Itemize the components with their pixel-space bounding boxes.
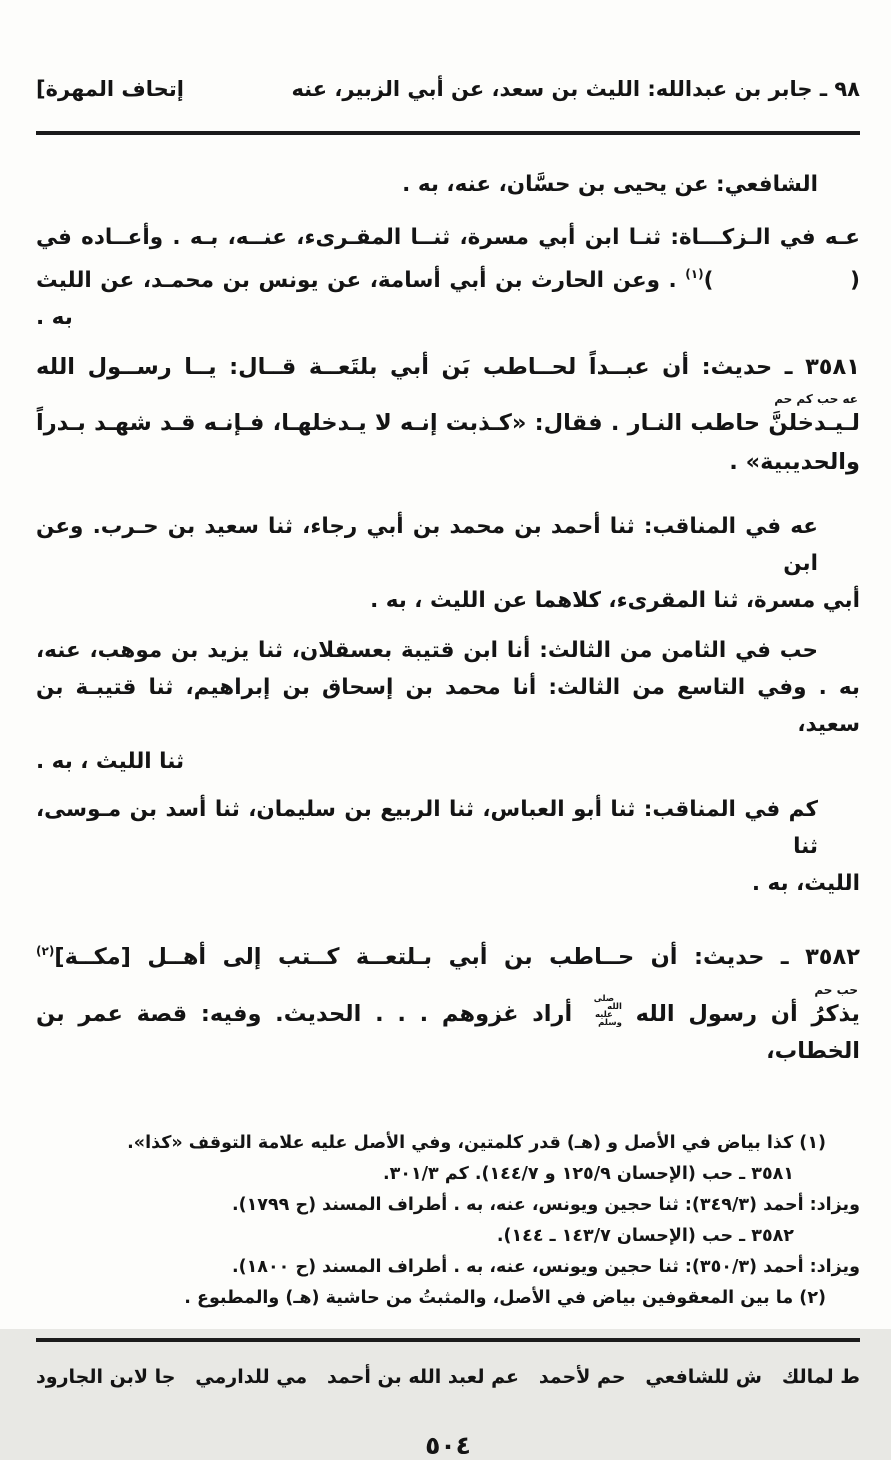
sigla-abdullah: عم لعبد الله بن أحمد — [327, 1366, 520, 1388]
isnad-manaqib-line2: أبي مسرة، ثنا المقرىء، كلاهما عن الليث ، به . — [370, 588, 860, 613]
hadith-3582-line2-pre: أن رسول الله — [635, 1001, 798, 1027]
isnad-hibban-line1: حب في الثامن من الثالث: أنا ابن قتيبة بعسقلان، ثنا يزيد بن موهب، عنه، — [36, 638, 818, 663]
isnad-hakim-line1: كم في المناقب: ثنا أبو العباس، ثنا الربيع بن سليمان، ثنا أسد بن مـوسى، ثنا — [36, 797, 818, 859]
sigla-shafii: ش للشافعي — [645, 1366, 762, 1388]
running-head — [36, 0, 860, 104]
isnad-zakat-line1: عـه في الـزكـــاة: ثنـا ابن أبي مسرة، ثنــا المقـرىء، عنــه، بـه . وأعــاده في — [36, 225, 860, 250]
first-word: لـيـدخلنَّ — [768, 410, 860, 436]
sigla-rule — [36, 1338, 860, 1342]
footnote-ref-3581: ٣٥٨١ ـ حب (الإحسان ١٢٥/٩ و ١٤٤/٧). كم ٣٠١/٣. — [382, 1164, 794, 1184]
footnote-ref-3582: ٣٥٨٢ ـ حب (الإحسان ١٤٣/٧ ـ ١٤٤). — [496, 1226, 794, 1246]
sallallahu-alayhi-wasallam-icon: صلى الله عليه وسلم — [593, 994, 622, 1028]
footnote-2: (٢) ما بين المعقوفين بياض في الأصل، والمثبتُ من حاشية (هـ) والمطبوع . — [184, 1288, 826, 1308]
footnote-marker-1: (١) — [685, 267, 704, 281]
isnad-hakim-tail: الليث، به . — [751, 871, 860, 896]
footnote-marker-2: (٢) — [36, 944, 55, 958]
hadith-3581-line1: ٣٥٨١ ـ حديث: أن عبــداً لحــاطب بَن أبي بلتَعــة قــال: يــا رســول الله — [36, 354, 860, 380]
footnotes-block — [36, 1128, 860, 1314]
blank-parenthesis: ( ) — [703, 268, 860, 293]
first-word: يذكرُ — [811, 1001, 860, 1027]
word-with-sources — [768, 392, 860, 436]
source-sigla-superscript: حب حم — [814, 983, 858, 997]
hadith-3582-line2-text: أراد غزوهم . . . الحديث. وفيه: قصة عمر بن الخطاب، — [36, 1001, 860, 1064]
word-with-sources — [811, 983, 860, 1027]
open-bracket: [ — [36, 77, 46, 101]
sigla-malik: ط لمالك — [781, 1366, 860, 1388]
sigla-darimi: مي للدارمي — [195, 1366, 308, 1388]
sigla-ibn-jarud: جا لابن الجارود — [36, 1366, 176, 1388]
isnad-manaqib-line1: عه في المناقب: ثنا أحمد بن محمد بن أبي رجاء، ثنا سعيد بن حـرب. وعن ابن — [36, 514, 818, 576]
page-number: ٥٠٤ — [425, 1431, 471, 1460]
hadith-3581-line2-text: حاطب النـار . فقال: «كـذبت إنـه لا يـدخلهـا، فـإنـه قـد شهـد بـدراً — [36, 410, 761, 436]
header-rule — [36, 131, 860, 135]
sigla-ahmad: حم لأحمد — [538, 1366, 626, 1388]
hadith-3581-tail: والحديبية» . — [729, 449, 860, 475]
page-body — [36, 166, 860, 1314]
hadith-3582-line1 — [36, 933, 860, 976]
footnote-ref-3582-extra: ويزاد: أحمد (٣٥٠/٣): ثنا حجين ويونس، عنه، به . أطراف المسند (ح ١٨٠٠). — [231, 1257, 860, 1277]
isnad-hibban-line2: به . وفي التاسع من الثالث: أنا محمد بن إسحاق بن إبراهيم، ثنا قتيبـة بن سعيد، — [36, 675, 860, 737]
book-title — [36, 74, 184, 104]
hadith-3582-line1-text: ٣٥٨٢ ـ حديث: أن حــاطب بن أبي بـلتعــة كــتب إلى أهــل [مكــة] — [54, 944, 860, 970]
isnad-zakat-line2 — [36, 256, 860, 299]
book-title-text: إتحاف المهرة — [45, 77, 184, 101]
isnad-zakat-tail: به . — [36, 305, 73, 330]
footnote-1: (١) كذا بياض في الأصل و (هـ) قدر كلمتين، وفي الأصل عليه علامة التوقف «كذا». — [127, 1133, 826, 1153]
hadith-3581-line2 — [36, 392, 860, 442]
isnad-zakat-line2-text: . وعن الحارث بن أبي أسامة، عن يونس بن محمـد، عن الليث — [36, 268, 677, 293]
footnote-ref-3581-extra: ويزاد: أحمد (٣٤٩/٣): ثنا حجين ويونس، عنه، به . أطراف المسند (ح ١٧٩٩). — [231, 1195, 860, 1215]
isnad-hibban-tail: ثنا الليث ، به . — [36, 749, 185, 774]
sigla-key-row — [36, 1363, 860, 1391]
isnad-shafii: الشافعي: عن يحيى بن حسَّان، عنه، به . — [402, 172, 818, 197]
source-sigla-superscript: عه حب كم حم — [774, 392, 858, 406]
chapter-heading: ٩٨ ـ جابر بن عبدالله: الليث بن سعد، عن أبي الزبير، عنه — [291, 77, 860, 101]
hadith-3582-line2 — [36, 983, 860, 1070]
